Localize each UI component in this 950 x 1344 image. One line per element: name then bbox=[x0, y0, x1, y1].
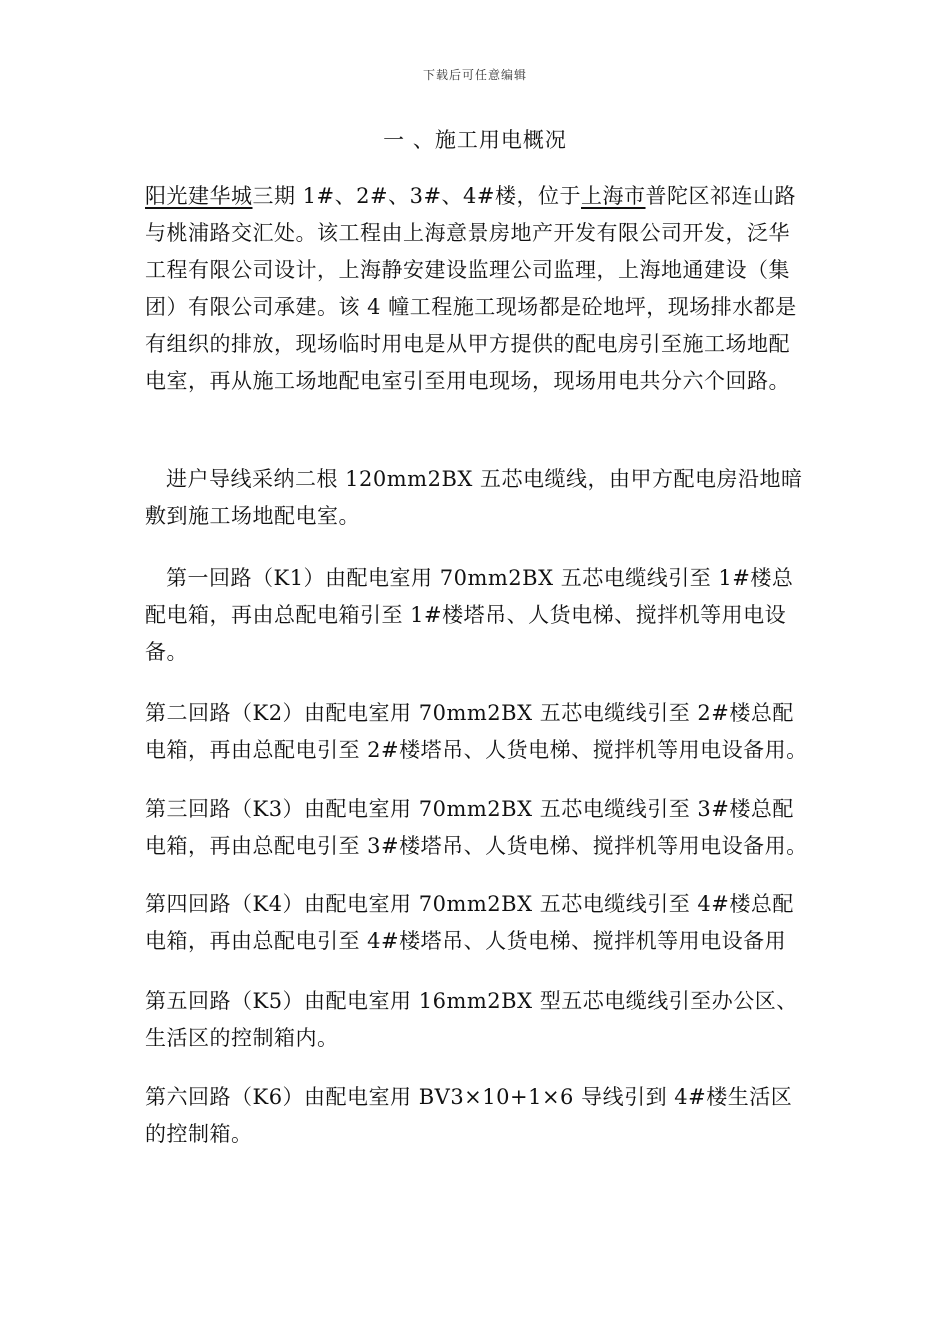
header-note: 下载后可任意编辑 bbox=[422, 68, 527, 82]
paragraph-text: 第五回路（K5）由配电室用 16mm2BX 型五芯电缆线引至办公区、生活区的控制箱内。 bbox=[145, 989, 798, 1050]
paragraph-text: 第二回路（K2）由配电室用 70mm2BX 五芯电缆线引至 2#楼总配电箱，再由总配电引至 2#楼塔吊、人货电梯、搅拌机等用电设备用。 bbox=[145, 701, 808, 762]
paragraph-project-overview bbox=[145, 178, 810, 400]
paragraph-text: 第四回路（K4）由配电室用 70mm2BX 五芯电缆线引至 4#楼总配电箱，再由总配电引至 4#楼塔吊、人货电梯、搅拌机等用电设备用 bbox=[145, 892, 794, 953]
city-link[interactable]: 上海市 bbox=[581, 184, 646, 208]
paragraph-incoming-cable bbox=[145, 461, 810, 535]
paragraph-circuit-k1 bbox=[145, 560, 810, 671]
paragraph-text: 第六回路（K6）由配电室用 BV3×10+1×6 导线引到 4#楼生活区的控制箱。 bbox=[145, 1085, 793, 1146]
project-name-link[interactable]: 阳光建华城 bbox=[145, 184, 253, 208]
paragraph-circuit-k2 bbox=[145, 695, 810, 769]
section-title: 一 、施工用电概况 bbox=[383, 128, 567, 152]
paragraph-text: 第一回路（K1）由配电室用 70mm2BX 五芯电缆线引至 1#楼总配电箱，再由总配电箱引至 1#楼塔吊、人货电梯、搅拌机等用电设备。 bbox=[145, 566, 794, 664]
paragraph-text: 进户导线采纳二根 120mm2BX 五芯电缆线，由甲方配电房沿地暗敷到施工场地配电室。 bbox=[145, 467, 803, 528]
paragraph-circuit-k6 bbox=[145, 1079, 810, 1153]
paragraph-text: 三期 1#、2#、3#、4#楼，位于 bbox=[252, 184, 582, 208]
paragraph-text: 普陀区祁连山路与桃浦路交汇处。该工程由上海意景房地产开发有限公司开发，泛华工程有限公司设计，上海静安建设监理公司监理，上海地通建设（集团）有限公司承建。该 4 幢工程施工现场都是砼地坪，现场排水都是有组织的排放，现场临时用电是从甲方提供的配电房引至施工场地配电室，再从施工场地配电室引至用电现场，现场用电共分六个回路。 bbox=[145, 184, 797, 393]
paragraph-circuit-k3 bbox=[145, 791, 810, 865]
paragraph-text: 第三回路（K3）由配电室用 70mm2BX 五芯电缆线引至 3#楼总配电箱，再由总配电引至 3#楼塔吊、人货电梯、搅拌机等用电设备用。 bbox=[145, 797, 808, 858]
paragraph-circuit-k4 bbox=[145, 886, 810, 960]
paragraph-circuit-k5 bbox=[145, 983, 810, 1057]
